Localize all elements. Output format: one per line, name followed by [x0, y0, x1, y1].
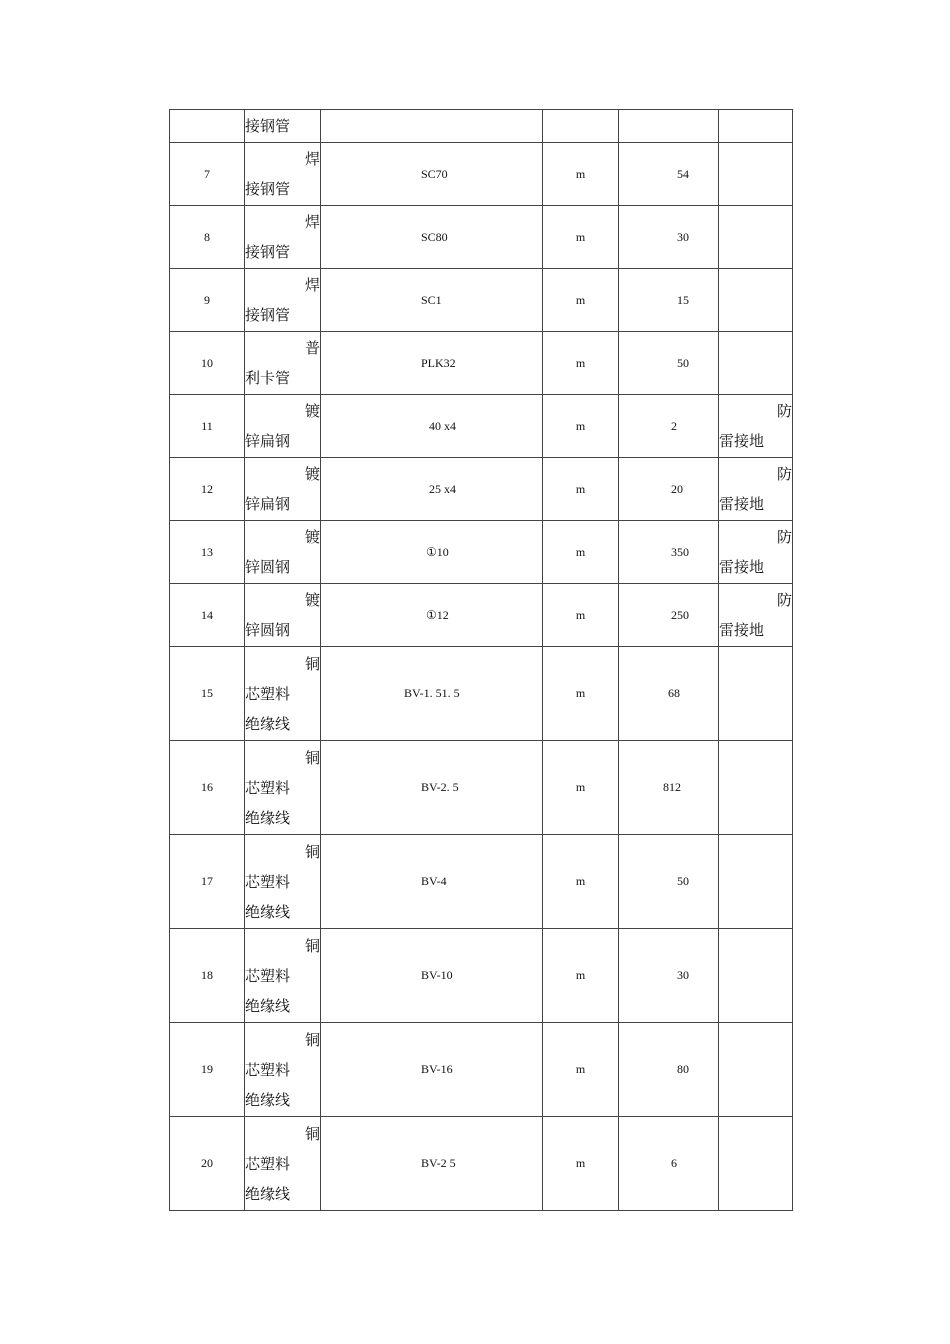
- table-row: [170, 143, 793, 206]
- quantity: 68: [619, 647, 719, 741]
- item-number: 7: [170, 143, 245, 206]
- quantity: 20: [619, 458, 719, 521]
- item-number: 20: [170, 1117, 245, 1211]
- material-name-line: 绝缘线: [245, 996, 291, 1015]
- specification: BV-10: [321, 929, 543, 1023]
- material-name-line: 焊: [304, 150, 320, 168]
- quantity: 812: [619, 741, 719, 835]
- quantity: 80: [619, 1023, 719, 1117]
- quantity: 250: [619, 584, 719, 647]
- specification: PLK32: [321, 332, 543, 395]
- material-name-line: 普: [304, 339, 320, 357]
- unit: m: [543, 741, 619, 835]
- item-number: 15: [170, 647, 245, 741]
- material-name-line: 铜: [304, 1030, 320, 1049]
- material-name: [245, 929, 321, 1023]
- quantity: 50: [619, 332, 719, 395]
- material-name-line: 焊: [304, 276, 320, 294]
- material-name-line: 芯塑料: [245, 1154, 291, 1173]
- unit: m: [543, 143, 619, 206]
- remarks: [719, 395, 793, 458]
- table-row: [170, 332, 793, 395]
- remarks: [719, 206, 793, 269]
- item-number: 13: [170, 521, 245, 584]
- material-name-line: 芯塑料: [245, 966, 291, 985]
- material-name: [245, 110, 321, 143]
- item-number: 12: [170, 458, 245, 521]
- unit: m: [543, 521, 619, 584]
- quantity: 30: [619, 206, 719, 269]
- quantity: [619, 110, 719, 143]
- material-name-line: 接钢管: [245, 243, 291, 261]
- remarks-line: 防: [776, 465, 792, 483]
- unit: m: [543, 1117, 619, 1211]
- material-name: [245, 458, 321, 521]
- material-name-line: 镀: [304, 591, 320, 609]
- item-number: 17: [170, 835, 245, 929]
- material-name-line: 绝缘线: [245, 714, 291, 733]
- remarks: [719, 929, 793, 1023]
- unit: m: [543, 395, 619, 458]
- material-name: [245, 741, 321, 835]
- quantity: 6: [619, 1117, 719, 1211]
- specification: SC1: [321, 269, 543, 332]
- material-name-line: 铜: [304, 654, 320, 673]
- item-number: 14: [170, 584, 245, 647]
- material-name: [245, 269, 321, 332]
- material-name-line: 芯塑料: [245, 1060, 291, 1079]
- quantity: 15: [619, 269, 719, 332]
- specification: ①10: [321, 521, 543, 584]
- material-name: [245, 835, 321, 929]
- remarks-line: 雷接地: [719, 621, 765, 639]
- material-name-line: 铜: [304, 748, 320, 767]
- item-number: 9: [170, 269, 245, 332]
- table-row: [170, 1023, 793, 1117]
- material-name-line: 镀: [304, 528, 320, 546]
- item-number: 11: [170, 395, 245, 458]
- material-name-line: 芯塑料: [245, 684, 291, 703]
- material-name-line: 锌圆钢: [245, 621, 291, 639]
- quantity: 30: [619, 929, 719, 1023]
- table-row: [170, 269, 793, 332]
- item-number: 10: [170, 332, 245, 395]
- materials-table: [169, 109, 793, 1211]
- table-row: [170, 835, 793, 929]
- remarks-line: 雷接地: [719, 495, 765, 513]
- material-name-line: 绝缘线: [245, 902, 291, 921]
- remarks: [719, 143, 793, 206]
- remarks-line: 雷接地: [719, 432, 765, 450]
- unit: m: [543, 332, 619, 395]
- remarks: [719, 835, 793, 929]
- remarks: [719, 584, 793, 647]
- unit: m: [543, 647, 619, 741]
- item-number: 8: [170, 206, 245, 269]
- material-name-line: 绝缘线: [245, 1090, 291, 1109]
- table-row: [170, 395, 793, 458]
- remarks: [719, 110, 793, 143]
- table-row: [170, 521, 793, 584]
- specification: [321, 110, 543, 143]
- material-name: [245, 647, 321, 741]
- material-name: [245, 206, 321, 269]
- remarks: [719, 647, 793, 741]
- material-name-line: 接钢管: [245, 180, 291, 198]
- table-row: [170, 929, 793, 1023]
- remarks: [719, 269, 793, 332]
- table-row: [170, 647, 793, 741]
- material-name-line: 接钢管: [245, 306, 291, 324]
- material-name-line: 镀: [304, 465, 320, 483]
- specification: BV-4: [321, 835, 543, 929]
- specification: ①12: [321, 584, 543, 647]
- remarks-line: 雷接地: [719, 558, 765, 576]
- item-number: 16: [170, 741, 245, 835]
- material-name-line: 锌扁钢: [245, 495, 291, 513]
- unit: m: [543, 584, 619, 647]
- item-number: 19: [170, 1023, 245, 1117]
- unit: m: [543, 269, 619, 332]
- material-name-line: 芯塑料: [245, 778, 291, 797]
- material-name: [245, 1117, 321, 1211]
- material-name: [245, 395, 321, 458]
- material-name: [245, 584, 321, 647]
- quantity: 2: [619, 395, 719, 458]
- remarks: [719, 521, 793, 584]
- unit: m: [543, 206, 619, 269]
- remarks: [719, 458, 793, 521]
- material-name-line: 绝缘线: [245, 1184, 291, 1203]
- specification: SC80: [321, 206, 543, 269]
- material-name-line: 铜: [304, 936, 320, 955]
- material-name-line: 利卡管: [245, 369, 291, 387]
- remarks-line: 防: [776, 591, 792, 609]
- specification: BV-1. 51. 5: [321, 647, 543, 741]
- unit: m: [543, 1023, 619, 1117]
- material-name-line: 焊: [304, 213, 320, 231]
- unit: [543, 110, 619, 143]
- material-name-line: 接钢管: [245, 117, 291, 135]
- specification: 40 x4: [321, 395, 543, 458]
- remarks: [719, 332, 793, 395]
- unit: m: [543, 835, 619, 929]
- material-name-line: 铜: [304, 1124, 320, 1143]
- table-row: [170, 741, 793, 835]
- remarks: [719, 1117, 793, 1211]
- quantity: 350: [619, 521, 719, 584]
- quantity: 54: [619, 143, 719, 206]
- table-row: [170, 584, 793, 647]
- remarks: [719, 1023, 793, 1117]
- specification: BV-16: [321, 1023, 543, 1117]
- remarks: [719, 741, 793, 835]
- material-name: [245, 1023, 321, 1117]
- specification: BV-2. 5: [321, 741, 543, 835]
- material-name-line: 锌扁钢: [245, 432, 291, 450]
- material-name-line: 锌圆钢: [245, 558, 291, 576]
- table-row: [170, 1117, 793, 1211]
- item-number: [170, 110, 245, 143]
- unit: m: [543, 929, 619, 1023]
- specification: BV-2 5: [321, 1117, 543, 1211]
- material-name-line: 铜: [304, 842, 320, 861]
- material-name: [245, 521, 321, 584]
- specification: SC70: [321, 143, 543, 206]
- material-name: [245, 143, 321, 206]
- table-row: [170, 458, 793, 521]
- item-number: 18: [170, 929, 245, 1023]
- materials-table-body: [170, 110, 793, 1211]
- material-name-line: 绝缘线: [245, 808, 291, 827]
- material-name-line: 芯塑料: [245, 872, 291, 891]
- quantity: 50: [619, 835, 719, 929]
- material-name-line: 镀: [304, 402, 320, 420]
- remarks-line: 防: [776, 528, 792, 546]
- table-row: [170, 206, 793, 269]
- remarks-line: 防: [776, 402, 792, 420]
- table-row: [170, 110, 793, 143]
- unit: m: [543, 458, 619, 521]
- material-name: [245, 332, 321, 395]
- specification: 25 x4: [321, 458, 543, 521]
